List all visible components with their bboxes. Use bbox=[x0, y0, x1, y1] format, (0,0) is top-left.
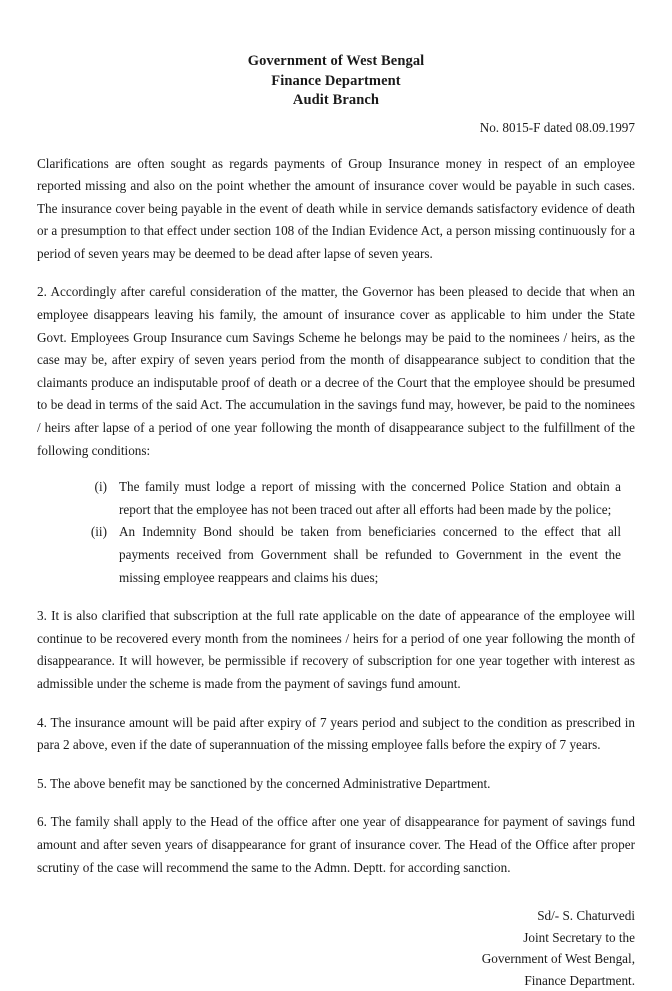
paragraph-1: Clarifications are often sought as regards payments of Group Insurance money in respect of an employee reported missing and also on the point whether the amount of insurance cover would be payable in such cases. The insurance cover being payable in the event of death while in service demands satisfactory evidence of death or a presumption to that effect under section 108 of the Indian Evidence Act, a person missing continuously for a period of seven years may be deemed to be dead after lapse of seven years. bbox=[37, 155, 635, 261]
masthead-line-branch: Audit Branch bbox=[292, 92, 380, 108]
signatory-name: Sd/- S. Chaturvedi bbox=[537, 908, 635, 924]
signature-block bbox=[37, 905, 635, 991]
signatory-designation: Joint Secretary to the bbox=[523, 929, 635, 945]
paragraph-6: 6. The family shall apply to the Head of the office after one year of disappearance for payment of savings fund amount and after seven years of disappearance for grant of insurance cover. The Head of the Office after proper scrutiny of the case will recommend the same to the Admn. Deptt. for according sanction. bbox=[37, 814, 635, 875]
reference-number: No. 8015-F dated 08.09.1997 bbox=[479, 119, 635, 135]
list-item-text: An Indemnity Bond should be taken from beneficiaries concerned to the effect that all payments received from Government shall be refunded to Government in the event the missing employee reappears and claims his dues; bbox=[119, 524, 621, 585]
masthead-line-organisation: Government of West Bengal bbox=[247, 53, 425, 69]
paragraph-3: 3. It is also clarified that subscription at the full rate applicable on the date of appearance of the employee will continue to be recovered every month from the nominees / heirs for a period of one year following the month of disappearance. It will however, be permissible if recovery of subscription for one year together with interest as admissible under the scheme is made from the payment of savings fund amount. bbox=[37, 608, 635, 691]
list-item-marker: (ii) bbox=[90, 524, 107, 540]
masthead bbox=[37, 52, 635, 111]
paragraph-4: 4. The insurance amount will be paid after expiry of 7 years period and subject to the condition as prescribed in para 2 above, even if the date of superannuation of the missing employee falls before the expiry of 7 years. bbox=[37, 714, 635, 753]
signatory-department: Finance Department. bbox=[524, 972, 635, 988]
conditions-list bbox=[37, 476, 621, 589]
document-content bbox=[37, 52, 635, 991]
list-item-text: The family must lodge a report of missing with the concerned Police Station and obtain a report that the employee has not been traced out after all efforts had been made by the police; bbox=[119, 479, 621, 517]
signatory-government: Government of West Bengal, bbox=[481, 951, 635, 967]
list-item-marker: (i) bbox=[94, 479, 107, 495]
paragraph-5: 5. The above benefit may be sanctioned by the concerned Administrative Department. bbox=[37, 775, 491, 791]
masthead-line-department: Finance Department bbox=[271, 72, 401, 89]
list-item bbox=[37, 476, 621, 521]
paragraph-2: 2. Accordingly after careful consideration of the matter, the Governor has been pleased to decide that when an employee disappears leaving his family, the amount of insurance cover as applicable to him under the State Govt. Employees Group Insurance cum Savings Scheme he belongs may be paid to the nominees / heirs, as the case may be, after expiry of seven years period from the month of disappearance subject to condition that the claimants produce an indisputable proof of death or a decree of the Court that the employee should be presumed to be dead in terms of the said Act. The accumulation in the savings fund may, however, be paid to the nominees / heirs after lapse of a period of one year following the month of disappearance subject to the fulfillment of the following conditions: bbox=[37, 284, 635, 458]
list-item bbox=[37, 521, 621, 589]
